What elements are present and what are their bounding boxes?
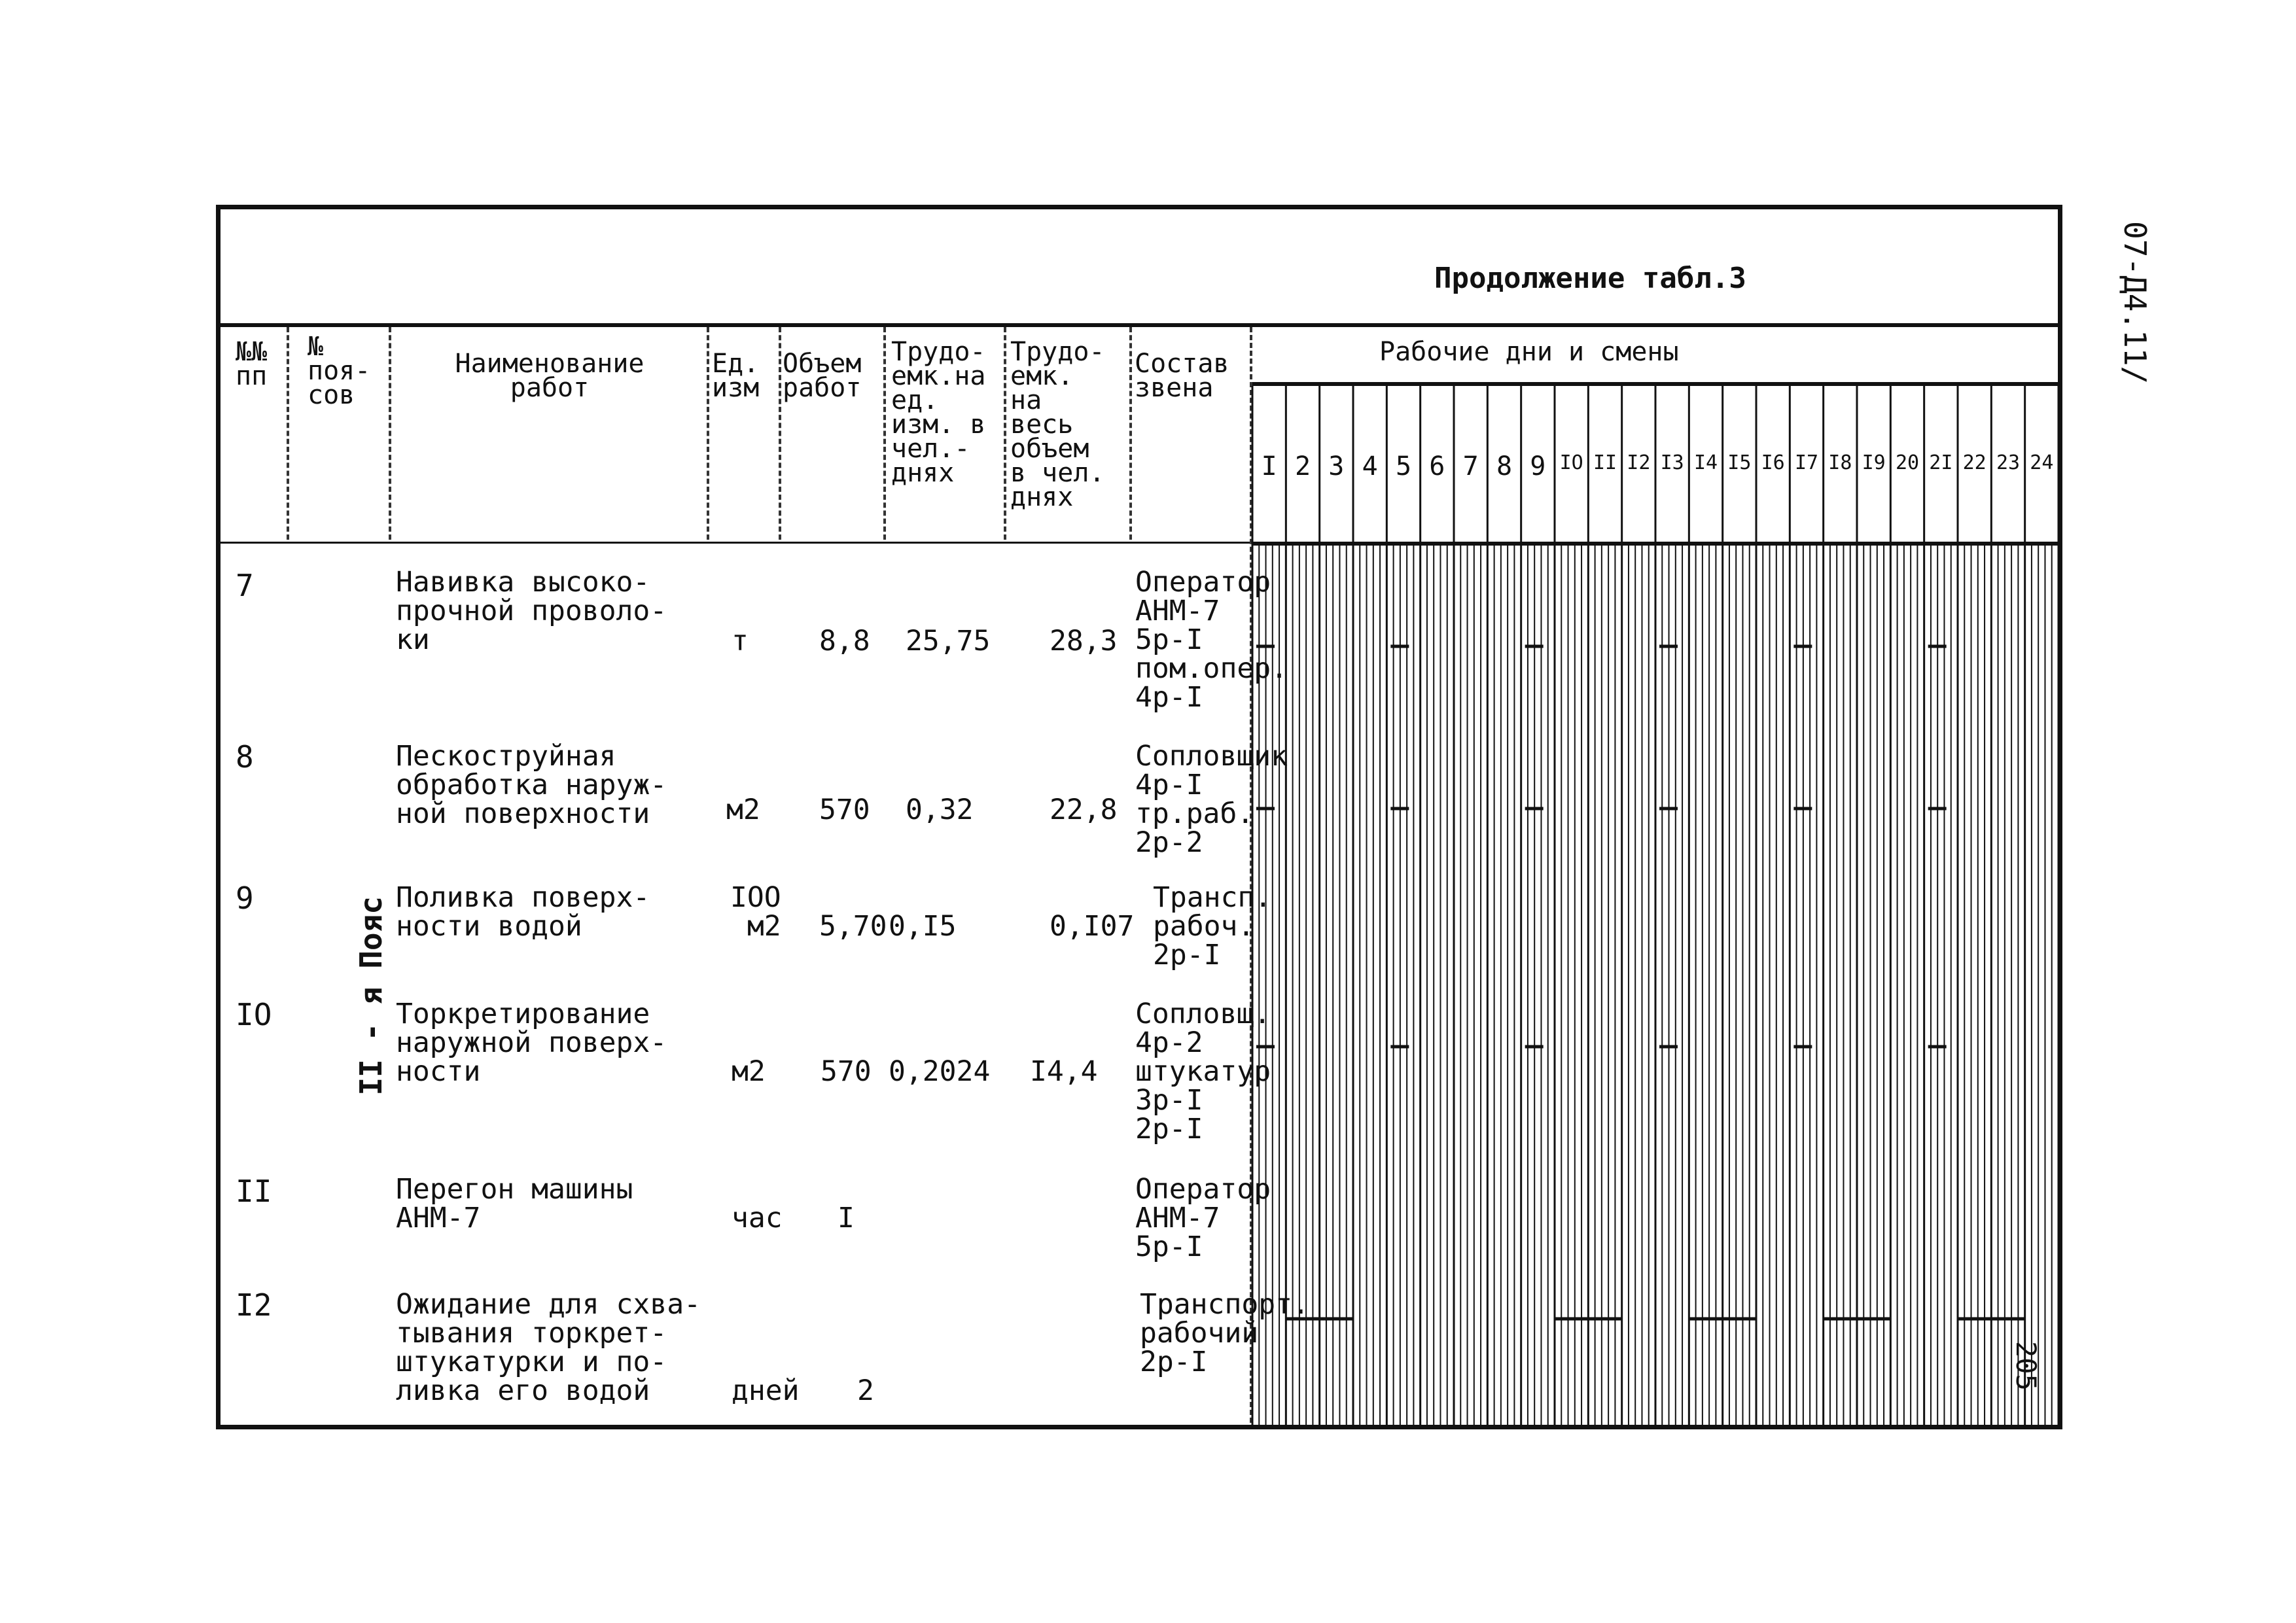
day-number: II xyxy=(1593,451,1617,474)
unit: м2 xyxy=(732,1055,766,1088)
labor-total: 22,8 xyxy=(1050,794,1118,826)
row-number: 8 xyxy=(236,739,254,775)
volume: 2 xyxy=(857,1374,874,1407)
day-number: 9 xyxy=(1530,451,1546,481)
labor-total: 28,3 xyxy=(1050,625,1118,657)
labor-unit: 0,2024 xyxy=(889,1055,991,1088)
work-name: Торкретирование наружной поверх- ности xyxy=(396,998,667,1088)
row-number: I2 xyxy=(236,1287,272,1323)
header-labor-unit: Трудо- емк.на ед. изм. в чел.- днях xyxy=(891,337,986,488)
side-document-code: 07-Д4.11/ xyxy=(2117,221,2153,385)
day-number: 2I xyxy=(1929,451,1953,474)
header-name: Наименование работ xyxy=(455,349,645,403)
page-number: 205 xyxy=(2010,1341,2042,1391)
day-number: 5 xyxy=(1395,451,1412,481)
crew: Сопловщик 4р-I тр.раб. 2р-2 xyxy=(1135,740,1288,859)
day-number: I8 xyxy=(1828,451,1852,474)
volume: I xyxy=(838,1202,855,1234)
volume: 8,8 xyxy=(819,625,870,657)
labor-total: I4,4 xyxy=(1030,1055,1098,1088)
day-number: 24 xyxy=(2030,451,2054,474)
labor-total: 0,I07 xyxy=(1050,910,1135,943)
day-number: 2 xyxy=(1294,451,1311,481)
day-number: 23 xyxy=(1996,451,2021,474)
header-num: №№ пп xyxy=(236,337,268,391)
day-number: IO xyxy=(1559,451,1583,474)
day-number: 7 xyxy=(1462,451,1479,481)
crew: Оператор АНМ-7 5р-I пом.опер. 4р-I xyxy=(1135,566,1288,714)
day-number: I9 xyxy=(1862,451,1886,474)
unit: т xyxy=(732,625,749,657)
row-number: IO xyxy=(236,997,272,1032)
header-belt: № поя- сов xyxy=(308,332,371,410)
day-number: 6 xyxy=(1429,451,1445,481)
work-name: Поливка поверх- ности водой xyxy=(396,881,650,943)
row-number: 9 xyxy=(236,881,254,916)
day-number: 3 xyxy=(1328,451,1345,481)
work-name: Перегон машины АНМ-7 xyxy=(396,1173,633,1234)
day-number: I7 xyxy=(1794,451,1819,474)
unit: IOO м2 xyxy=(730,881,781,943)
labor-unit: 25,75 xyxy=(906,625,991,657)
crew: Трансп. рабоч. 2р-I xyxy=(1153,881,1272,971)
header-unit: Ед. изм xyxy=(712,349,760,403)
volume: 5,70 xyxy=(819,910,887,943)
day-number: I4 xyxy=(1693,451,1718,474)
day-number: 22 xyxy=(1962,451,1987,474)
unit: м2 xyxy=(726,794,760,826)
work-name: Пескоструйная обработка наруж- ной поверхности xyxy=(396,740,667,830)
day-number: 4 xyxy=(1362,451,1378,481)
work-name: Ожидание для схва- тывания торкрет- штукатурки и по- ливка его водой xyxy=(396,1288,701,1407)
day-number: I2 xyxy=(1627,451,1651,474)
unit: дней xyxy=(732,1374,800,1407)
header-volume: Объем работ xyxy=(783,349,862,403)
day-number: I5 xyxy=(1727,451,1752,474)
day-number: 8 xyxy=(1496,451,1513,481)
day-number: I xyxy=(1261,451,1277,481)
header-crew: Состав звена xyxy=(1135,349,1229,403)
labor-unit: 0,32 xyxy=(906,794,974,826)
table-caption: Продолжение табл.3 xyxy=(1434,262,1746,295)
row-number: 7 xyxy=(236,568,254,603)
unit: час xyxy=(732,1202,783,1234)
day-number: 20 xyxy=(1895,451,1920,474)
volume: 570 xyxy=(819,794,870,826)
belt-label: II - я Пояс xyxy=(353,896,389,1096)
crew: Сопловщ. 4р-2 штукатур 3р-I 2р-I xyxy=(1135,998,1271,1145)
row-number: II xyxy=(236,1174,272,1209)
day-number: I6 xyxy=(1761,451,1785,474)
work-name: Навивка высоко- прочной проволо- ки xyxy=(396,566,667,656)
day-number: I3 xyxy=(1660,451,1684,474)
header-labor-total: Трудо- емк. на весь объем в чел. днях xyxy=(1010,337,1105,512)
labor-unit: 0,I5 xyxy=(889,910,957,943)
volume: 570 xyxy=(821,1055,872,1088)
crew: Транспорт. рабочий 2р-I xyxy=(1140,1288,1309,1378)
crew: Оператор АНМ-7 5р-I xyxy=(1135,1173,1271,1263)
header-schedule: Рабочие дни и смены xyxy=(1379,337,1679,367)
